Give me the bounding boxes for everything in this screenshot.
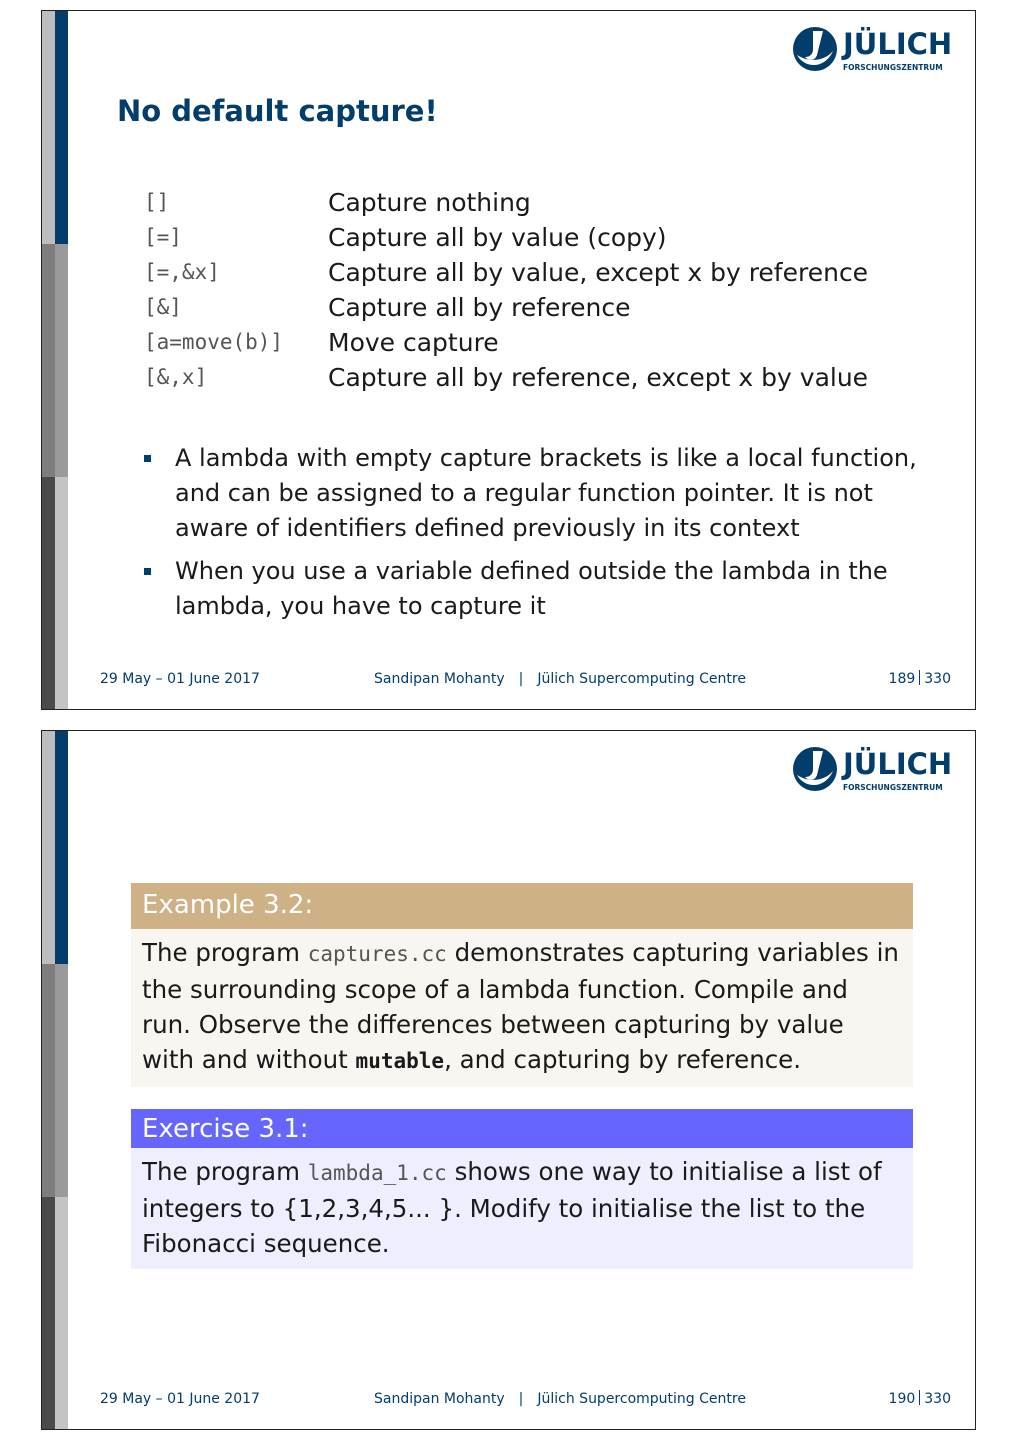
capture-description: Capture all by value, except x by reference xyxy=(328,258,869,287)
julich-logo xyxy=(791,25,951,77)
sidebar-decoration xyxy=(42,731,68,1429)
current-page: 190 xyxy=(888,1391,916,1407)
capture-description: Capture all by reference, except x by value xyxy=(328,363,869,392)
example-text-3: , and capturing by reference. xyxy=(444,1045,802,1074)
capture-description: Capture nothing xyxy=(328,188,531,217)
total-pages: 330 xyxy=(924,671,951,687)
footer-center xyxy=(374,669,746,689)
table-row xyxy=(144,360,868,395)
capture-description: Move capture xyxy=(328,328,499,357)
exercise-body xyxy=(131,1148,913,1269)
bullet-text: When you use a variable defined outside the lambda in the lambda, you have to capture it xyxy=(175,557,888,620)
footer-date: 29 May – 01 June 2017 xyxy=(100,1391,260,1407)
capture-code: [&,x] xyxy=(144,365,208,389)
page-divider xyxy=(919,670,920,685)
example-block xyxy=(131,883,913,1087)
bullet-square-icon xyxy=(144,455,151,462)
capture-code: [] xyxy=(144,190,170,214)
example-text-2: demonstrates capturing variables in the surrounding scope of a lambda function. Compile and run. Observe the differences between capturing by value with and without xyxy=(142,938,899,1074)
logo-wordmark: JÜLICH xyxy=(843,27,953,61)
table-row xyxy=(144,220,868,255)
table-row xyxy=(144,290,868,325)
exercise-filename: lambda_1.cc xyxy=(307,1161,447,1185)
exercise-block xyxy=(131,1109,913,1269)
page-divider xyxy=(919,1390,920,1405)
julich-logo-icon xyxy=(791,745,839,793)
capture-code: [=,&x] xyxy=(144,260,220,284)
bullet-text: A lambda with empty capture brackets is like a local function, and can be assigned to a regular function pointer. It is not aware of identifiers defined previously in its context xyxy=(175,444,917,542)
table-row xyxy=(144,325,868,360)
example-keyword: mutable xyxy=(355,1049,445,1073)
footer-author: Sandipan Mohanty xyxy=(374,671,505,687)
footer-separator: | xyxy=(518,1391,524,1407)
example-filename: captures.cc xyxy=(307,942,447,966)
current-page: 189 xyxy=(888,671,916,687)
slide-title: No default capture! xyxy=(117,94,438,128)
julich-logo xyxy=(791,745,951,797)
capture-code: [&] xyxy=(144,295,182,319)
slide-footer xyxy=(100,1389,951,1409)
footer-date: 29 May – 01 June 2017 xyxy=(100,671,260,687)
slide-footer xyxy=(100,669,951,689)
footer-institute: Jülich Supercomputing Centre xyxy=(537,671,746,687)
total-pages: 330 xyxy=(924,1391,951,1407)
sidebar-decoration xyxy=(42,11,68,709)
bullet-square-icon xyxy=(144,568,151,575)
footer-author: Sandipan Mohanty xyxy=(374,1391,505,1407)
footer-institute: Jülich Supercomputing Centre xyxy=(537,1391,746,1407)
capture-code: [a=move(b)] xyxy=(144,330,284,354)
footer-center xyxy=(374,1389,746,1409)
capture-description: Capture all by reference xyxy=(328,293,631,322)
logo-subtitle: FORSCHUNGSZENTRUM xyxy=(843,783,943,792)
exercise-title: Exercise 3.1: xyxy=(131,1109,913,1148)
list-item xyxy=(144,554,924,624)
exercise-text-1: The program xyxy=(142,1157,308,1186)
logo-subtitle: FORSCHUNGSZENTRUM xyxy=(843,63,943,72)
example-body xyxy=(131,929,913,1087)
list-item xyxy=(144,441,924,546)
example-title: Example 3.2: xyxy=(131,883,913,929)
capture-table xyxy=(144,185,868,395)
footer-page-number xyxy=(889,669,951,689)
capture-description: Capture all by value (copy) xyxy=(328,223,667,252)
table-row xyxy=(144,185,868,220)
bullet-list xyxy=(144,441,924,632)
example-text-1: The program xyxy=(142,938,308,967)
slide-189 xyxy=(41,10,976,710)
footer-page-number xyxy=(889,1389,951,1409)
footer-separator: | xyxy=(518,671,524,687)
logo-wordmark: JÜLICH xyxy=(843,747,953,781)
exercise-text-2: shows one way to initialise a list of integers to {1,2,3,4,5... }. Modify to initialise the list to the Fibonacci sequence. xyxy=(142,1157,882,1258)
table-row xyxy=(144,255,868,290)
capture-code: [=] xyxy=(144,225,182,249)
slide-190 xyxy=(41,730,976,1430)
julich-logo-icon xyxy=(791,25,839,73)
